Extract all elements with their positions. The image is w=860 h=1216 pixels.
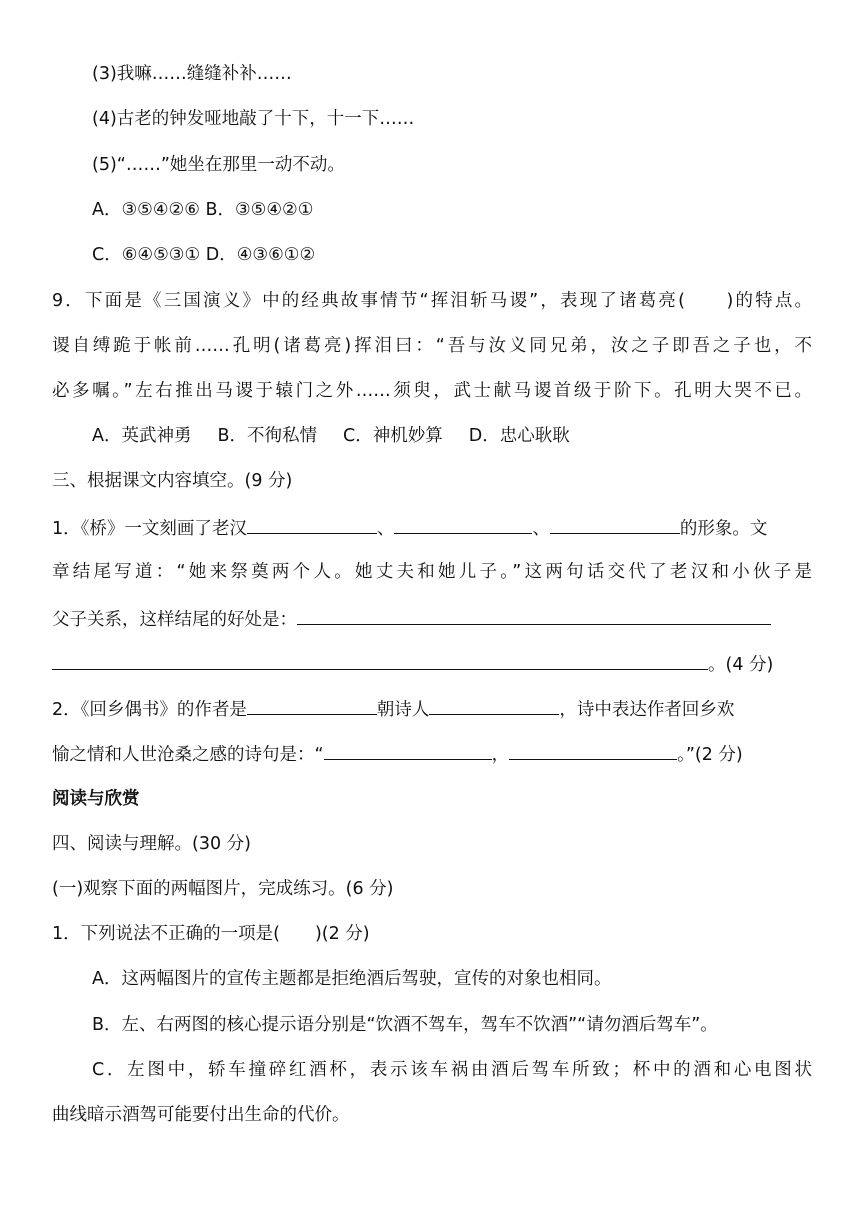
q2-comma: ， <box>491 745 510 765</box>
answer-choices-cd: C．⑥④⑤③① D．④③⑥①② <box>92 245 316 265</box>
section-4-heading: 四、阅读与理解。(30 分) <box>52 834 251 854</box>
question-9-stem: 9．下面是《三国演义》中的经典故事情节“挥泪斩马谡”，表现了诸葛亮( )的特点。 <box>52 291 812 311</box>
reading-option-b: B．左、右两图的核心提示语分别是“饮酒不驾车，驾车不饮酒”“请勿酒后驾车”。 <box>92 1015 718 1035</box>
reading-heading: 阅读与欣赏 <box>52 789 140 809</box>
q1-sep-1: 、 <box>376 519 395 539</box>
answer-blank[interactable] <box>550 515 680 534</box>
answer-blank[interactable] <box>394 515 532 534</box>
answer-blank[interactable] <box>429 696 559 715</box>
q9-option-c: C．神机妙算 <box>343 426 443 446</box>
q1-text-c: 父子关系，这样结尾的好处是： <box>52 610 297 630</box>
question-9-passage-line-2: 必多嘱。”左右推出马谡于辕门之外……须臾，武士献马谡首级于阶下。孔明大哭不已。 <box>52 381 812 401</box>
q1-text-a: 1．《桥》一文刻画了老汉 <box>52 519 247 539</box>
question-9-options <box>92 424 812 448</box>
fill-question-1-line-1 <box>52 515 812 541</box>
answer-blank[interactable] <box>297 606 771 625</box>
reading-option-c-line-2: 曲线暗示酒驾可能要付出生命的代价。 <box>52 1105 350 1125</box>
answer-blank[interactable] <box>247 515 377 534</box>
q1-points: 。(4 分) <box>708 655 774 675</box>
reading-question-1: 1．下列说法不正确的一项是( )(2 分) <box>52 924 370 944</box>
fill-question-1-line-4 <box>52 651 812 677</box>
q2-text-b: 朝诗人 <box>376 700 430 720</box>
fill-question-2-line-1 <box>52 696 812 722</box>
q9-option-a: A．英武神勇 <box>92 426 192 446</box>
part-1-heading: (一)观察下面的两幅图片，完成练习。(6 分) <box>52 879 394 899</box>
section-3-heading: 三、根据课文内容填空。(9 分) <box>52 471 293 491</box>
fill-question-2-line-2 <box>52 741 812 767</box>
answer-blank[interactable] <box>324 741 492 760</box>
q2-points: 。”(2 分) <box>677 745 743 765</box>
q9-option-d: D．忠心耿耿 <box>468 426 570 446</box>
fill-question-1-line-3 <box>52 606 812 632</box>
option-line-4: (4)古老的钟发哑地敲了十下，十一下…… <box>92 109 415 129</box>
answer-blank[interactable] <box>509 741 677 760</box>
q9-option-b: B．不徇私情 <box>217 426 317 446</box>
answer-blank[interactable] <box>52 651 708 670</box>
q2-text-c: ，诗中表达作者回乡欢 <box>559 700 735 720</box>
option-line-5: (5)“……”她坐在那里一动不动。 <box>92 155 345 175</box>
reading-option-c-line-1: C．左图中，轿车撞碎红酒杯，表示该车祸由酒后驾车所致；杯中的酒和心电图状 <box>92 1060 812 1080</box>
q1-sep-2: 、 <box>532 519 550 539</box>
q2-text-a: 2．《回乡偶书》的作者是 <box>52 700 247 720</box>
answer-choices-ab: A．③⑤④②⑥ B．③⑤④②① <box>92 200 314 220</box>
answer-blank[interactable] <box>247 696 377 715</box>
q1-text-b: 的形象。文 <box>679 519 768 539</box>
option-line-3: (3)我嘛……缝缝补补…… <box>92 64 292 84</box>
q2-text-d: 愉之情和人世沧桑之感的诗句是：“ <box>52 745 324 765</box>
question-9-passage-line-1: 谡自缚跪于帐前……孔明(诸葛亮)挥泪曰：“吾与汝义同兄弟，汝之子即吾之子也，不 <box>52 336 812 356</box>
reading-option-a: A．这两幅图片的宣传主题都是拒绝酒后驾驶，宣传的对象也相同。 <box>92 969 612 989</box>
fill-question-1-line-2: 章结尾写道：“她来祭奠两个人。她丈夫和她儿子。”这两句话交代了老汉和小伙子是 <box>52 562 812 582</box>
